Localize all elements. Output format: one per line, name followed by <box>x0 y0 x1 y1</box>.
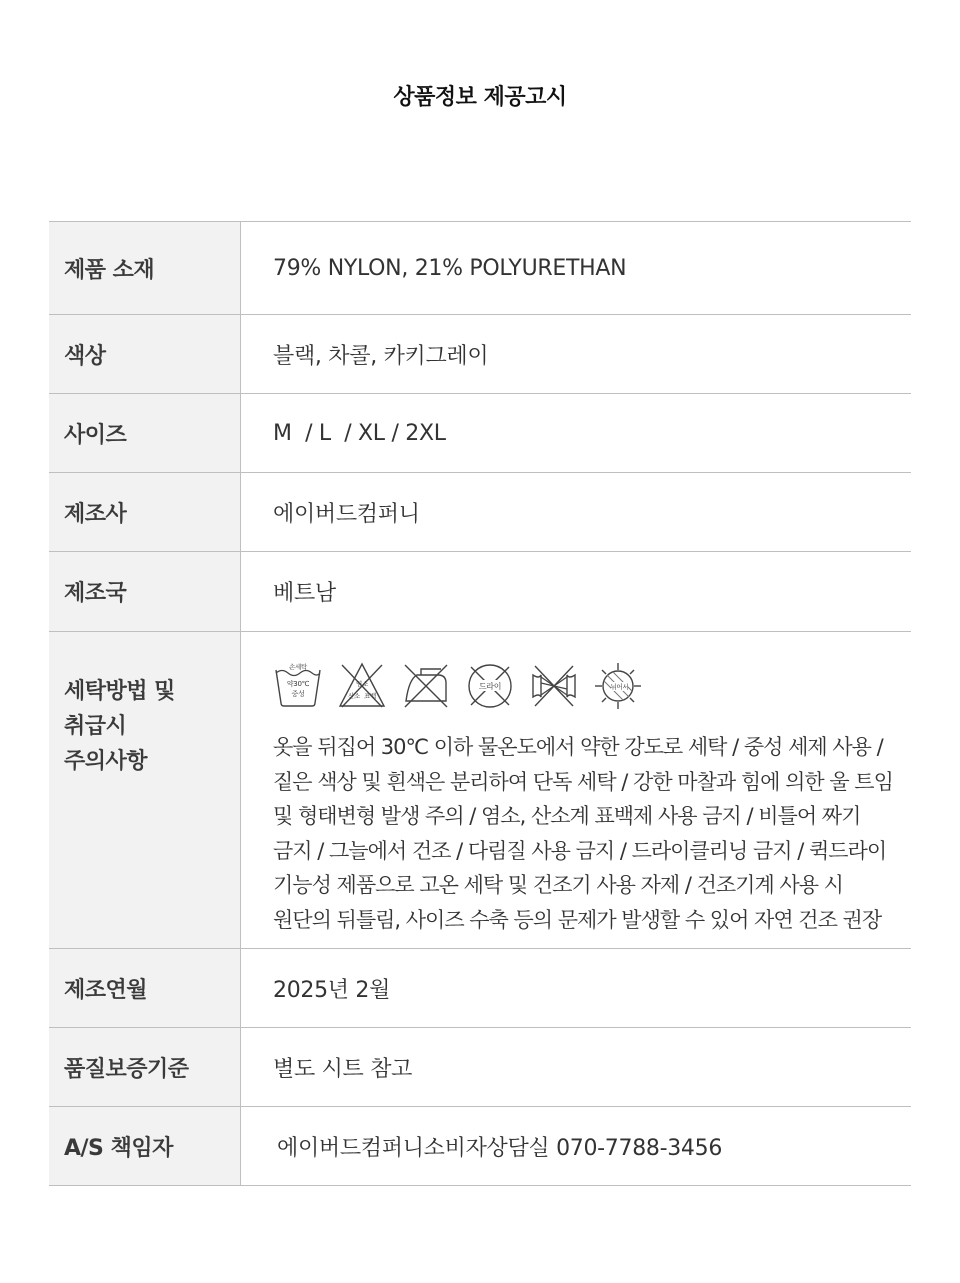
country-label: 제조국 <box>49 552 241 631</box>
material-label: 제품 소재 <box>49 222 241 314</box>
bleach-chlorine-text: 염소 <box>356 680 368 688</box>
no-wring-icon <box>529 661 579 711</box>
care-value <box>241 632 911 948</box>
page-title: 상품정보 제공고시 <box>393 85 567 110</box>
hand-wash-30-icon <box>273 661 323 711</box>
table-row-care <box>49 632 911 949</box>
maker-value: 에이버드컴퍼니 <box>273 501 420 527</box>
bleach-text: 표백 <box>364 692 376 700</box>
shade-dry-icon <box>593 661 643 711</box>
no-dry-clean-icon <box>465 661 515 711</box>
care-label-line: 취급시 <box>64 714 127 739</box>
table-row-quality <box>49 1028 911 1107</box>
color-label: 색상 <box>49 315 241 393</box>
table-row-country <box>49 552 911 632</box>
care-label-line: 세탁방법 및 <box>64 679 175 704</box>
no-ironing-icon <box>401 661 451 711</box>
size-label: 사이즈 <box>49 394 241 472</box>
quality-label: 품질보증기준 <box>49 1028 241 1106</box>
color-value: 블랙, 차콜, 카키그레이 <box>273 343 489 369</box>
care-label-line: 주의사항 <box>64 749 148 774</box>
as-value: 에이버드컴퍼니소비자상담실 070-7788-3456 <box>277 1135 723 1161</box>
table-row-material <box>49 222 911 315</box>
care-icons <box>273 660 643 712</box>
maker-label: 제조사 <box>49 473 241 551</box>
product-info-table <box>49 221 911 1186</box>
bleach-oxygen-text: 산소 <box>348 692 360 700</box>
table-row-as <box>49 1107 911 1186</box>
date-label: 제조연월 <box>49 949 241 1027</box>
country-value: 베트남 <box>273 581 336 606</box>
size-value: M / L / XL / 2XL <box>273 420 446 446</box>
table-row-date <box>49 949 911 1028</box>
care-instructions-text: 옷을 뒤집어 30℃ 이하 물온도에서 약한 강도로 세탁 / 중성 세제 사용 / 짙은 색상 및 흰색은 분리하여 단독 세탁 / 강한 마찰과 힘에 의한 울 트임 및 형태변형 발생 주의 / 염소, 산소계 표백제 사용 금지 / 비틀어 짜기 금지 / 그늘에서 건조 / 다림질 사용 금지 / 드라이클리닝 금지 / 퀵드라이 기능성 제품으로 고온 세탁 및 건조기 사용 자제 / 건조기계 사용 시 원단의 뒤틀림, 사이즈 수축 등의 문제가 발생할 수 있어 자연 건조 권장 <box>273 735 893 932</box>
hand-wash-text: 손세탁 <box>289 663 307 671</box>
as-label: A/S 책임자 <box>49 1107 241 1185</box>
hand-wash-detergent-text: 중성 <box>291 690 305 698</box>
table-row-size <box>49 394 911 473</box>
table-row-color <box>49 315 911 394</box>
table-row-maker <box>49 473 911 552</box>
material-value: 79% NYLON, 21% POLYURETHAN <box>273 255 627 281</box>
hand-wash-temp-text: 약30℃ <box>286 680 310 688</box>
dry-clean-text: 드라이 <box>478 682 502 691</box>
quality-value: 별도 시트 참고 <box>273 1056 413 1082</box>
care-label <box>49 632 241 948</box>
date-value: 2025년 2월 <box>273 977 391 1003</box>
no-chlorine-bleach-icon <box>337 661 387 711</box>
shade-dry-text: 뉘어서 <box>610 683 629 691</box>
